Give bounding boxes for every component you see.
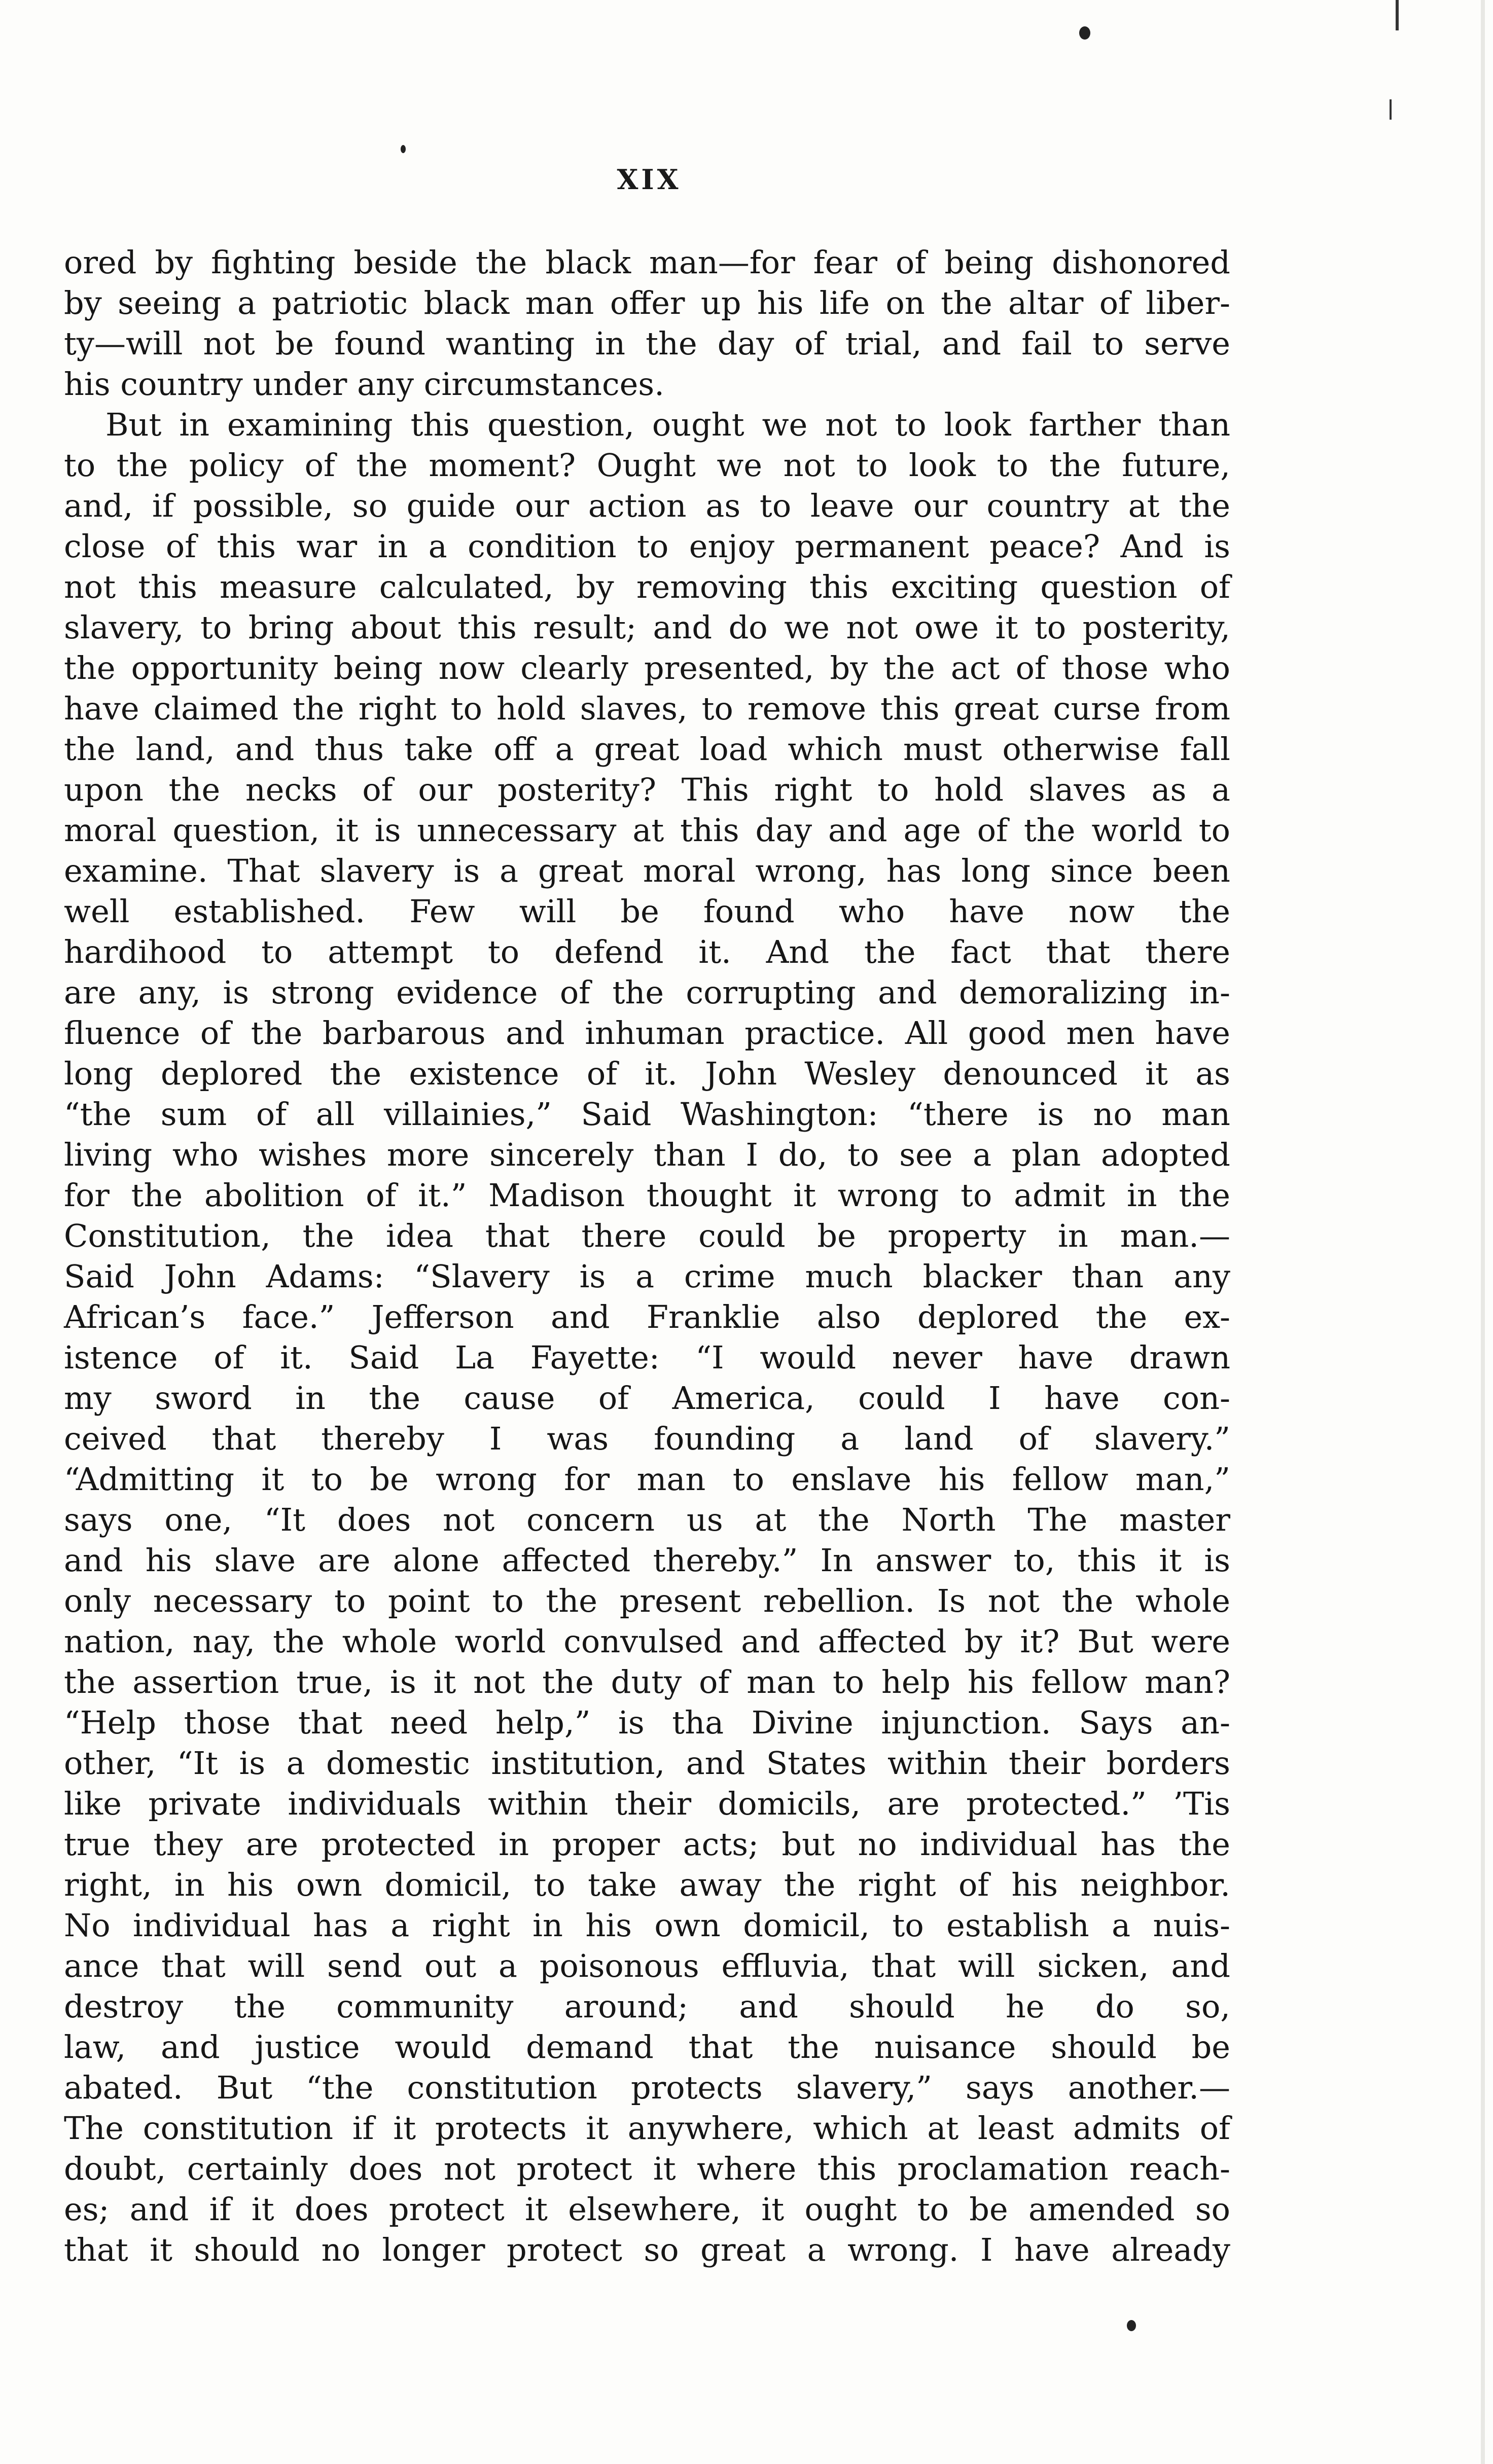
text-line: moral question, it is unnecessary at this day and age of the world to bbox=[64, 812, 1230, 849]
text-line: long deplored the existence of it. John Wesley denounced it as bbox=[64, 1055, 1230, 1092]
ink-speck bbox=[1127, 2320, 1136, 2331]
ink-speck bbox=[1079, 26, 1090, 40]
text-line: ance that will send out a poisonous effluvia, that will sicken, and bbox=[64, 1947, 1230, 1984]
text-line: es; and if it does protect it elsewhere, it ought to be amended so bbox=[64, 2191, 1230, 2228]
text-line: “Help those that need help,” is tha Divine injunction. Says an- bbox=[64, 1704, 1230, 1741]
text-line: other, “It is a domestic institution, and States within their borders bbox=[64, 1745, 1230, 1782]
text-line: ty—will not be found wanting in the day of trial, and fail to serve bbox=[64, 325, 1230, 362]
text-line: are any, is strong evidence of the corrupting and demoralizing in- bbox=[64, 974, 1230, 1011]
text-line: the land, and thus take off a great load which must otherwise fall bbox=[64, 731, 1230, 768]
text-line: Constitution, the idea that there could be property in man.— bbox=[64, 1217, 1230, 1254]
text-line: Said John Adams: “Slavery is a crime much blacker than any bbox=[64, 1258, 1230, 1295]
text-line: like private individuals within their domicils, are protected.” ’Tis bbox=[64, 1785, 1230, 1822]
text-line: the opportunity being now clearly presented, by the act of those who bbox=[64, 649, 1230, 686]
text-line: hardihood to attempt to defend it. And the fact that there bbox=[64, 933, 1230, 970]
text-line: “the sum of all villainies,” Said Washington: “there is no man bbox=[64, 1096, 1230, 1133]
text-line: “Admitting it to be wrong for man to enslave his fellow man,” bbox=[64, 1461, 1230, 1498]
text-line: close of this war in a condition to enjoy permanent peace? And is bbox=[64, 528, 1230, 565]
page-edge-mark bbox=[1481, 0, 1485, 2464]
text-line: by seeing a patriotic black man offer up his life on the altar of liber- bbox=[64, 284, 1230, 321]
page-edge-mark bbox=[1396, 0, 1399, 30]
text-line: my sword in the cause of America, could I have con- bbox=[64, 1380, 1230, 1417]
text-line: ceived that thereby I was founding a land of slavery.” bbox=[64, 1420, 1230, 1457]
body-text bbox=[64, 242, 1230, 2270]
text-line: right, in his own domicil, to take away the right of his neighbor. bbox=[64, 1866, 1230, 1903]
text-line: examine. That slavery is a great moral wrong, has long since been bbox=[64, 852, 1230, 889]
text-line: No individual has a right in his own domicil, to establish a nuis- bbox=[64, 1907, 1230, 1944]
text-line: his country under any circumstances. bbox=[64, 366, 664, 403]
text-line: that it should no longer protect so great a wrong. I have already bbox=[64, 2231, 1230, 2268]
text-line: abated. But “the constitution protects slavery,” says another.— bbox=[64, 2069, 1230, 2106]
text-line: fluence of the barbarous and inhuman practice. All good men have bbox=[64, 1014, 1230, 1052]
text-line: But in examining this question, ought we not to look farther than bbox=[105, 406, 1230, 443]
page-number: XIX bbox=[617, 163, 682, 196]
text-line: doubt, certainly does not protect it where this proclamation reach- bbox=[64, 2150, 1230, 2187]
text-line: only necessary to point to the present rebellion. Is not the whole bbox=[64, 1582, 1230, 1619]
text-line: ored by fighting beside the black man—for fear of being dishonored bbox=[64, 244, 1230, 281]
text-line: istence of it. Said La Fayette: “I would never have drawn bbox=[64, 1339, 1230, 1376]
text-line: for the abolition of it.” Madison thought it wrong to admit in the bbox=[64, 1177, 1230, 1214]
text-line: The constitution if it protects it anywhere, which at least admits of bbox=[64, 2110, 1230, 2147]
text-line: and, if possible, so guide our action as to leave our country at the bbox=[64, 487, 1230, 524]
text-line: true they are protected in proper acts; but no individual has the bbox=[64, 1826, 1230, 1863]
ink-speck bbox=[401, 145, 406, 153]
text-line: destroy the community around; and should he do so, bbox=[64, 1988, 1230, 2025]
text-line: living who wishes more sincerely than I do, to see a plan adopted bbox=[64, 1136, 1230, 1173]
text-line: law, and justice would demand that the nuisance should be bbox=[64, 2028, 1230, 2066]
page-edge-mark bbox=[1390, 99, 1392, 120]
text-line: African’s face.” Jefferson and Franklie also deplored the ex- bbox=[64, 1298, 1230, 1335]
text-line: to the policy of the moment? Ought we not to look to the future, bbox=[64, 447, 1230, 484]
text-line: not this measure calculated, by removing this exciting question of bbox=[64, 568, 1230, 605]
text-line: says one, “It does not concern us at the North The master bbox=[64, 1501, 1230, 1538]
text-line: and his slave are alone affected thereby.” In answer to, this it is bbox=[64, 1542, 1230, 1579]
text-line: the assertion true, is it not the duty of man to help his fellow man? bbox=[64, 1663, 1230, 1700]
text-line: have claimed the right to hold slaves, to remove this great curse from bbox=[64, 690, 1230, 727]
text-line: nation, nay, the whole world convulsed and affected by it? But were bbox=[64, 1623, 1230, 1660]
text-line: well established. Few will be found who have now the bbox=[64, 893, 1230, 930]
text-line: upon the necks of our posterity? This right to hold slaves as a bbox=[64, 771, 1230, 808]
text-line: slavery, to bring about this result; and do we not owe it to posterity, bbox=[64, 609, 1230, 646]
